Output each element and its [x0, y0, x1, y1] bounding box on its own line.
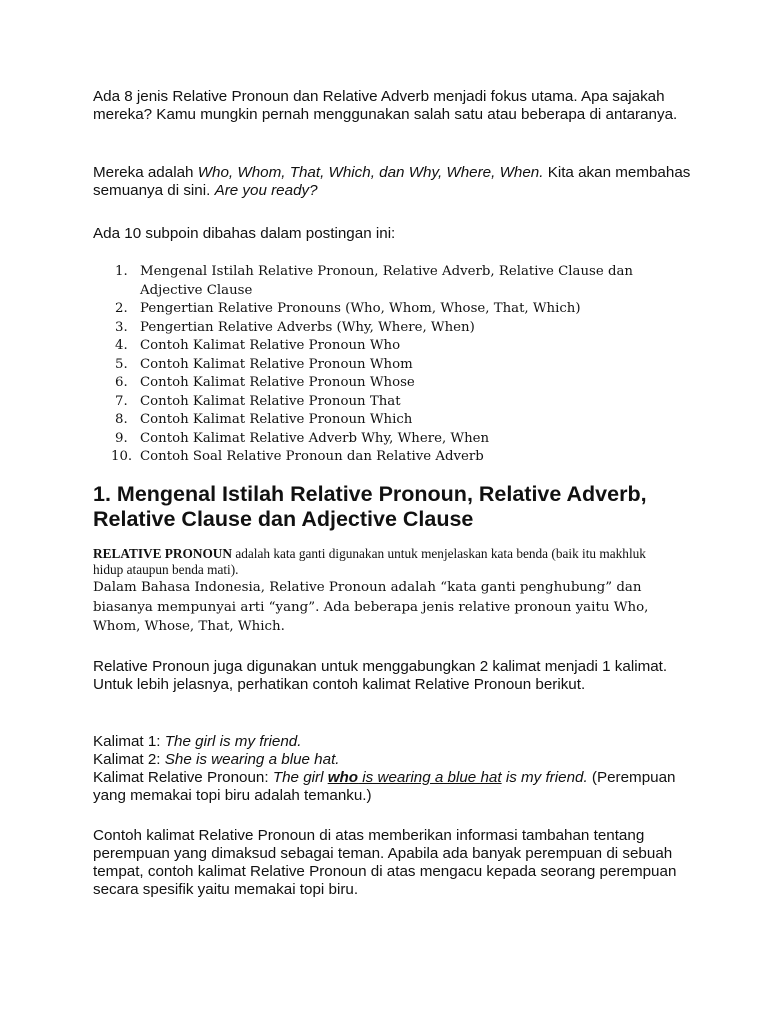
example-sentence-2 [93, 751, 693, 769]
example-sentence-combined [93, 769, 693, 805]
relative-pronoun-who: who [327, 769, 359, 786]
join-sentences-paragraph: Relative Pronoun juga digunakan untuk menggabungkan 2 kalimat menjadi 1 kalimat. Untuk lebih jelasnya, perhatikan contoh kalimat Relative Pronoun berikut. [93, 658, 668, 693]
relative-list-paragraph [93, 164, 693, 200]
toc-text: Contoh Kalimat Relative Pronoun Who [140, 338, 401, 353]
toc-text: Contoh Soal Relative Pronoun dan Relative Adverb [140, 449, 484, 464]
example-2-text: She is wearing a blue hat. [164, 751, 340, 768]
example-1-text: The girl is my friend. [164, 733, 302, 750]
toc-item[interactable] [93, 374, 693, 393]
toc-number: 1. [115, 264, 128, 279]
toc-number: 3. [115, 319, 128, 335]
toc-number: 8. [115, 412, 128, 427]
toc-item[interactable] [93, 263, 693, 300]
toc-item[interactable] [93, 337, 693, 356]
intro-paragraph: Ada 8 jenis Relative Pronoun dan Relative Adverb menjadi fokus utama. Apa sajakah mereka? Kamu mungkin pernah menggunakan salah satu atau beberapa di antaranya. [93, 88, 678, 123]
intro-p2-italic: Who, Whom, That, Which, dan Why, Where, When. [197, 164, 544, 181]
toc-text: Contoh Kalimat Relative Pronoun Whom [140, 356, 413, 372]
example-sentence-1 [93, 733, 693, 751]
toc-text: Contoh Kalimat Relative Adverb Why, Where, When [140, 430, 490, 446]
example-sentences [93, 733, 693, 805]
toc-number: 10. [111, 449, 133, 464]
toc-number: 7. [115, 393, 128, 409]
example-2-label: Kalimat 2: [93, 751, 165, 768]
example-3-translation: (Perempuan yang memakai topi biru adalah temanku.) [93, 769, 676, 804]
toc-item[interactable] [93, 356, 693, 375]
table-of-contents [93, 263, 693, 467]
toc-number: 6. [115, 375, 128, 390]
subpoint-intro: Ada 10 subpoin dibahas dalam postingan ini: [93, 225, 396, 242]
toc-item[interactable] [93, 319, 693, 338]
explanation-paragraph: Contoh kalimat Relative Pronoun di atas memberikan informasi tambahan tentang perempuan yang dimaksud sebagai teman. Apabila ada banyak perempuan di sebuah tempat, contoh kalimat Relative Pronoun di atas mengacu kepada seorang perempuan secara spesifik yaitu memakai topi biru. [93, 827, 677, 898]
toc-text: Mengenal Istilah Relative Pronoun, Relative Adverb, Relative Clause dan Adjective Clause [140, 264, 633, 298]
toc-number: 5. [115, 356, 128, 372]
example-3-pre: The girl [272, 769, 328, 786]
toc-number: 4. [115, 338, 128, 353]
toc-number: 9. [115, 430, 128, 446]
relative-clause: is wearing a blue hat [358, 769, 502, 786]
intro-p2-italic2: Are you ready? [214, 182, 318, 199]
toc-item[interactable] [93, 430, 693, 449]
toc-text: Pengertian Relative Adverbs (Why, Where, When) [140, 319, 475, 335]
example-3-label: Kalimat Relative Pronoun: [93, 769, 273, 786]
definition-text: adalah kata ganti digunakan untuk menjelaskan kata benda (baik itu makhluk hidup ataupun benda mati). [93, 546, 646, 577]
indonesian-definition: Dalam Bahasa Indonesia, Relative Pronoun adalah “kata ganti penghubung” dan biasanya mempunyai arti “yang”. Ada beberapa jenis relative pronoun yaitu Who, Whom, Whose, That, Which. [93, 580, 649, 634]
toc-text: Contoh Kalimat Relative Pronoun Whose [140, 375, 415, 390]
toc-item[interactable] [93, 393, 693, 412]
toc-item[interactable] [93, 448, 693, 467]
example-1-label: Kalimat 1: [93, 733, 165, 750]
toc-number: 2. [115, 301, 128, 316]
example-3-post: is my friend. [501, 769, 588, 786]
intro-p2-pre: Mereka adalah [93, 164, 198, 181]
toc-text: Contoh Kalimat Relative Pronoun Which [140, 412, 413, 427]
toc-text: Contoh Kalimat Relative Pronoun That [140, 393, 401, 409]
toc-text: Pengertian Relative Pronouns (Who, Whom, Whose, That, Which) [140, 301, 581, 316]
toc-item[interactable] [93, 300, 693, 319]
definition-term: RELATIVE PRONOUN [93, 546, 233, 561]
definition-paragraph [93, 546, 668, 577]
intro-p2-mid: Kita akan membahas semuanya di sini. [93, 164, 691, 199]
toc-item[interactable] [93, 411, 693, 430]
section-heading: 1. Mengenal Istilah Relative Pronoun, Relative Adverb, Relative Clause dan Adjective Clause [93, 482, 647, 531]
